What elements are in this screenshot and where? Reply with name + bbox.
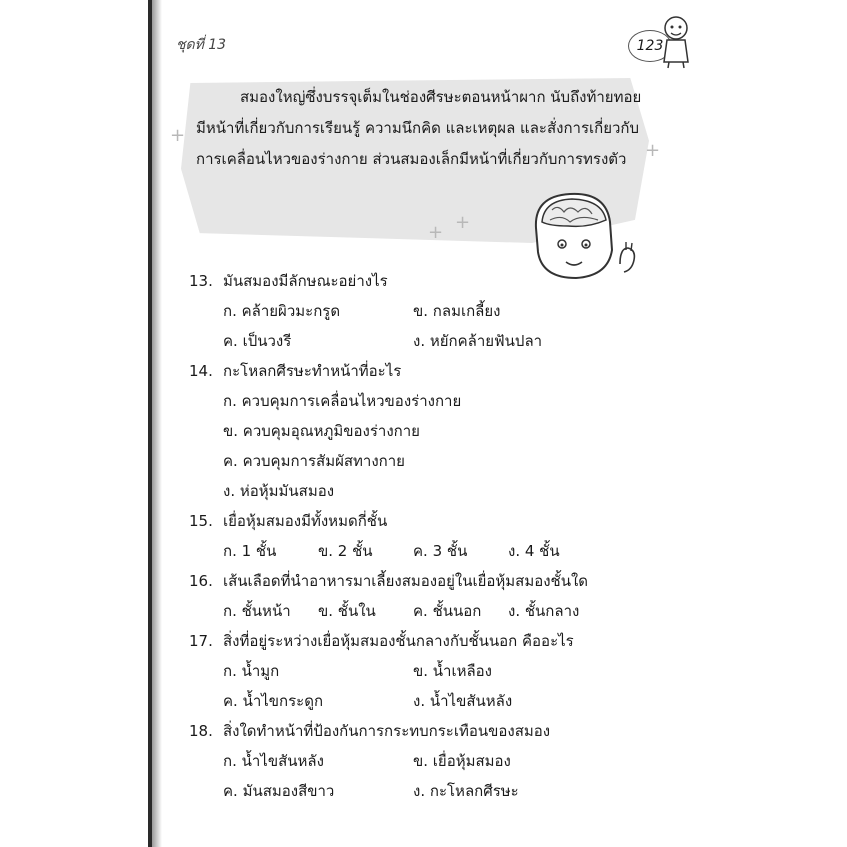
quiz-section [189, 266, 639, 806]
question-13 [189, 266, 639, 356]
option: ง. ชั้นกลาง [508, 602, 580, 620]
mascot-icon [656, 12, 696, 70]
question-text: เส้นเลือดที่นำอาหารมาเลี้ยงสมองอยู่ในเยื่อหุ้มสมองชั้นใด [223, 572, 589, 590]
question-17 [189, 626, 639, 716]
option: ค. เป็นวงรี [223, 332, 292, 350]
option: ข. 2 ชั้น [318, 542, 373, 560]
option: ข. เยื่อหุ้มสมอง [413, 752, 511, 770]
option: ก. คล้ายผิวมะกรูด [223, 302, 341, 320]
option: ข. กลมเกลี้ยง [413, 302, 501, 320]
option: ข. ควบคุมอุณหภูมิของร่างกาย [223, 422, 420, 440]
option: ง. น้ำไขสันหลัง [413, 692, 513, 710]
question-text: มันสมองมีลักษณะอย่างไร [223, 272, 388, 290]
option: ง. ห่อหุ้มมันสมอง [223, 482, 335, 500]
question-text: สิ่งใดทำหน้าที่ป้องกันการกระทบกระเทือนของสมอง [223, 722, 551, 740]
sparkle-icon: + [428, 222, 444, 243]
question-number: 15. [189, 512, 213, 530]
question-14 [189, 356, 639, 506]
question-text: เยื่อหุ้มสมองมีทั้งหมดกี่ชั้น [223, 512, 388, 530]
option: ง. หยักคล้ายฟันปลา [413, 332, 543, 350]
option: ก. ชั้นหน้า [223, 602, 291, 620]
option: ง. กะโหลกศีรษะ [413, 782, 519, 800]
option: ก. น้ำมูก [223, 662, 280, 680]
sparkle-icon: + [170, 125, 186, 146]
option: ข. ชั้นใน [318, 602, 376, 620]
question-number: 14. [189, 362, 213, 380]
sparkle-icon: + [455, 212, 471, 233]
option: ข. น้ำเหลือง [413, 662, 493, 680]
page-gutter-shadow [152, 0, 162, 847]
option: ค. ชั้นนอก [413, 602, 482, 620]
page-number: 123 [628, 30, 672, 62]
question-number: 18. [189, 722, 213, 740]
question-number: 13. [189, 272, 213, 290]
option: ก. 1 ชั้น [223, 542, 277, 560]
option: ค. มันสมองสีขาว [223, 782, 335, 800]
question-text: สิ่งที่อยู่ระหว่างเยื่อหุ้มสมองชั้นกลางกับชั้นนอก คืออะไร [223, 632, 574, 650]
question-text: กะโหลกศีรษะทำหน้าที่อะไร [223, 362, 402, 380]
question-15 [189, 506, 639, 566]
sparkle-icon: + [645, 140, 661, 161]
set-label: ชุดที่ 13 [176, 37, 227, 53]
question-number: 17. [189, 632, 213, 650]
option: ค. 3 ชั้น [413, 542, 468, 560]
option: ก. ควบคุมการเคลื่อนไหวของร่างกาย [223, 392, 462, 410]
question-16 [189, 566, 639, 626]
option: ก. น้ำไขสันหลัง [223, 752, 324, 770]
option: ง. 4 ชั้น [508, 542, 560, 560]
option: ค. ควบคุมการสัมผัสทางกาย [223, 452, 405, 470]
question-18 [189, 716, 639, 806]
question-number: 16. [189, 572, 213, 590]
option: ค. น้ำไขกระดูก [223, 692, 324, 710]
info-text: สมองใหญ่ซึ่งบรรจุเต็มในช่องศีรษะตอนหน้าผาก นับถึงท้ายทอย มีหน้าที่เกี่ยวกับการเรียนรู้ ความนึกคิด และเหตุผล และสั่งการเกี่ยวกับการเคลื่อนไหวของร่างกาย ส่วนสมองเล็กมีหน้าที่เกี่ยวกับการทรงตัว [196, 88, 642, 168]
